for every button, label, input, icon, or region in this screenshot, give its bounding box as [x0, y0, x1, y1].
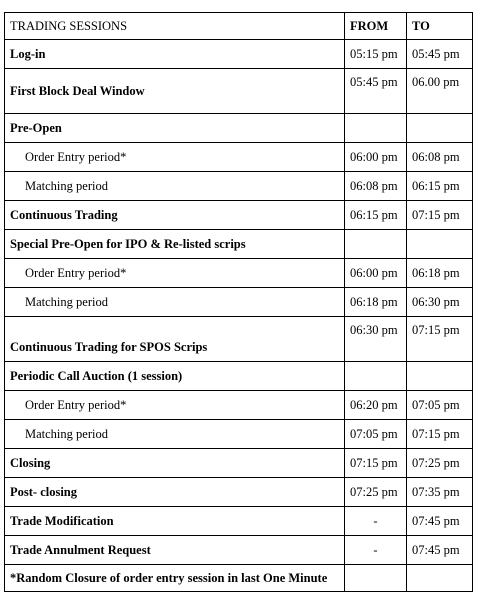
- session-to: 07:25 pm: [407, 449, 473, 478]
- session-from: [345, 565, 407, 592]
- session-to: 07:45 pm: [407, 507, 473, 536]
- session-from: 06:08 pm: [345, 172, 407, 201]
- table-row: [5, 420, 473, 449]
- table-row: [5, 114, 473, 143]
- footnote: *Random Closure of order entry session in last One Minute: [5, 565, 345, 592]
- table-row: [5, 391, 473, 420]
- table-row: [5, 172, 473, 201]
- session-from: -: [345, 507, 407, 536]
- session-to: [407, 565, 473, 592]
- session-to: [407, 114, 473, 143]
- session-label: Log-in: [5, 40, 345, 69]
- session-to: [407, 230, 473, 259]
- header-to: TO: [407, 13, 473, 40]
- session-to: 06:18 pm: [407, 259, 473, 288]
- table-row: [5, 317, 473, 362]
- table-row: [5, 362, 473, 391]
- session-label: Order Entry period*: [5, 391, 345, 420]
- session-from: 05:15 pm: [345, 40, 407, 69]
- session-to: 06.00 pm: [407, 69, 473, 114]
- session-to: 07:35 pm: [407, 478, 473, 507]
- session-label: Matching period: [5, 288, 345, 317]
- table-row: [5, 230, 473, 259]
- session-label: Matching period: [5, 420, 345, 449]
- session-to: 06:15 pm: [407, 172, 473, 201]
- session-from: 06:00 pm: [345, 259, 407, 288]
- session-label: Continuous Trading for SPOS Scrips: [5, 317, 345, 362]
- header-title: TRADING SESSIONS: [5, 13, 345, 40]
- session-to: 07:15 pm: [407, 317, 473, 362]
- table-row: [5, 201, 473, 230]
- session-from: 05:45 pm: [345, 69, 407, 114]
- session-label: Closing: [5, 449, 345, 478]
- session-to: 06:30 pm: [407, 288, 473, 317]
- session-label: Pre-Open: [5, 114, 345, 143]
- session-from: -: [345, 536, 407, 565]
- session-to: [407, 362, 473, 391]
- table-row: [5, 478, 473, 507]
- session-from: 06:15 pm: [345, 201, 407, 230]
- table-row: [5, 288, 473, 317]
- table-row: [5, 565, 473, 592]
- trading-sessions-table: [4, 12, 473, 592]
- session-from: 06:20 pm: [345, 391, 407, 420]
- table-row: [5, 507, 473, 536]
- session-from: 07:05 pm: [345, 420, 407, 449]
- session-to: 07:05 pm: [407, 391, 473, 420]
- session-to: 05:45 pm: [407, 40, 473, 69]
- table-row: [5, 143, 473, 172]
- table-row: [5, 40, 473, 69]
- session-from: [345, 230, 407, 259]
- session-label: Periodic Call Auction (1 session): [5, 362, 345, 391]
- session-label: Trade Modification: [5, 507, 345, 536]
- session-to: 06:08 pm: [407, 143, 473, 172]
- session-label: Post- closing: [5, 478, 345, 507]
- session-from: 07:15 pm: [345, 449, 407, 478]
- session-from: 06:30 pm: [345, 317, 407, 362]
- table-header-row: [5, 13, 473, 40]
- session-from: [345, 362, 407, 391]
- session-label: Special Pre-Open for IPO & Re-listed scrips: [5, 230, 345, 259]
- session-label: Matching period: [5, 172, 345, 201]
- session-to: 07:15 pm: [407, 201, 473, 230]
- session-to: 07:45 pm: [407, 536, 473, 565]
- session-from: 06:18 pm: [345, 288, 407, 317]
- session-label: Trade Annulment Request: [5, 536, 345, 565]
- session-from: [345, 114, 407, 143]
- table-row: [5, 449, 473, 478]
- table-row: [5, 259, 473, 288]
- table-row: [5, 536, 473, 565]
- table-row: [5, 69, 473, 114]
- session-label: Order Entry period*: [5, 143, 345, 172]
- session-label: First Block Deal Window: [5, 69, 345, 114]
- session-to: 07:15 pm: [407, 420, 473, 449]
- session-from: 07:25 pm: [345, 478, 407, 507]
- session-label: Order Entry period*: [5, 259, 345, 288]
- session-label: Continuous Trading: [5, 201, 345, 230]
- session-from: 06:00 pm: [345, 143, 407, 172]
- header-from: FROM: [345, 13, 407, 40]
